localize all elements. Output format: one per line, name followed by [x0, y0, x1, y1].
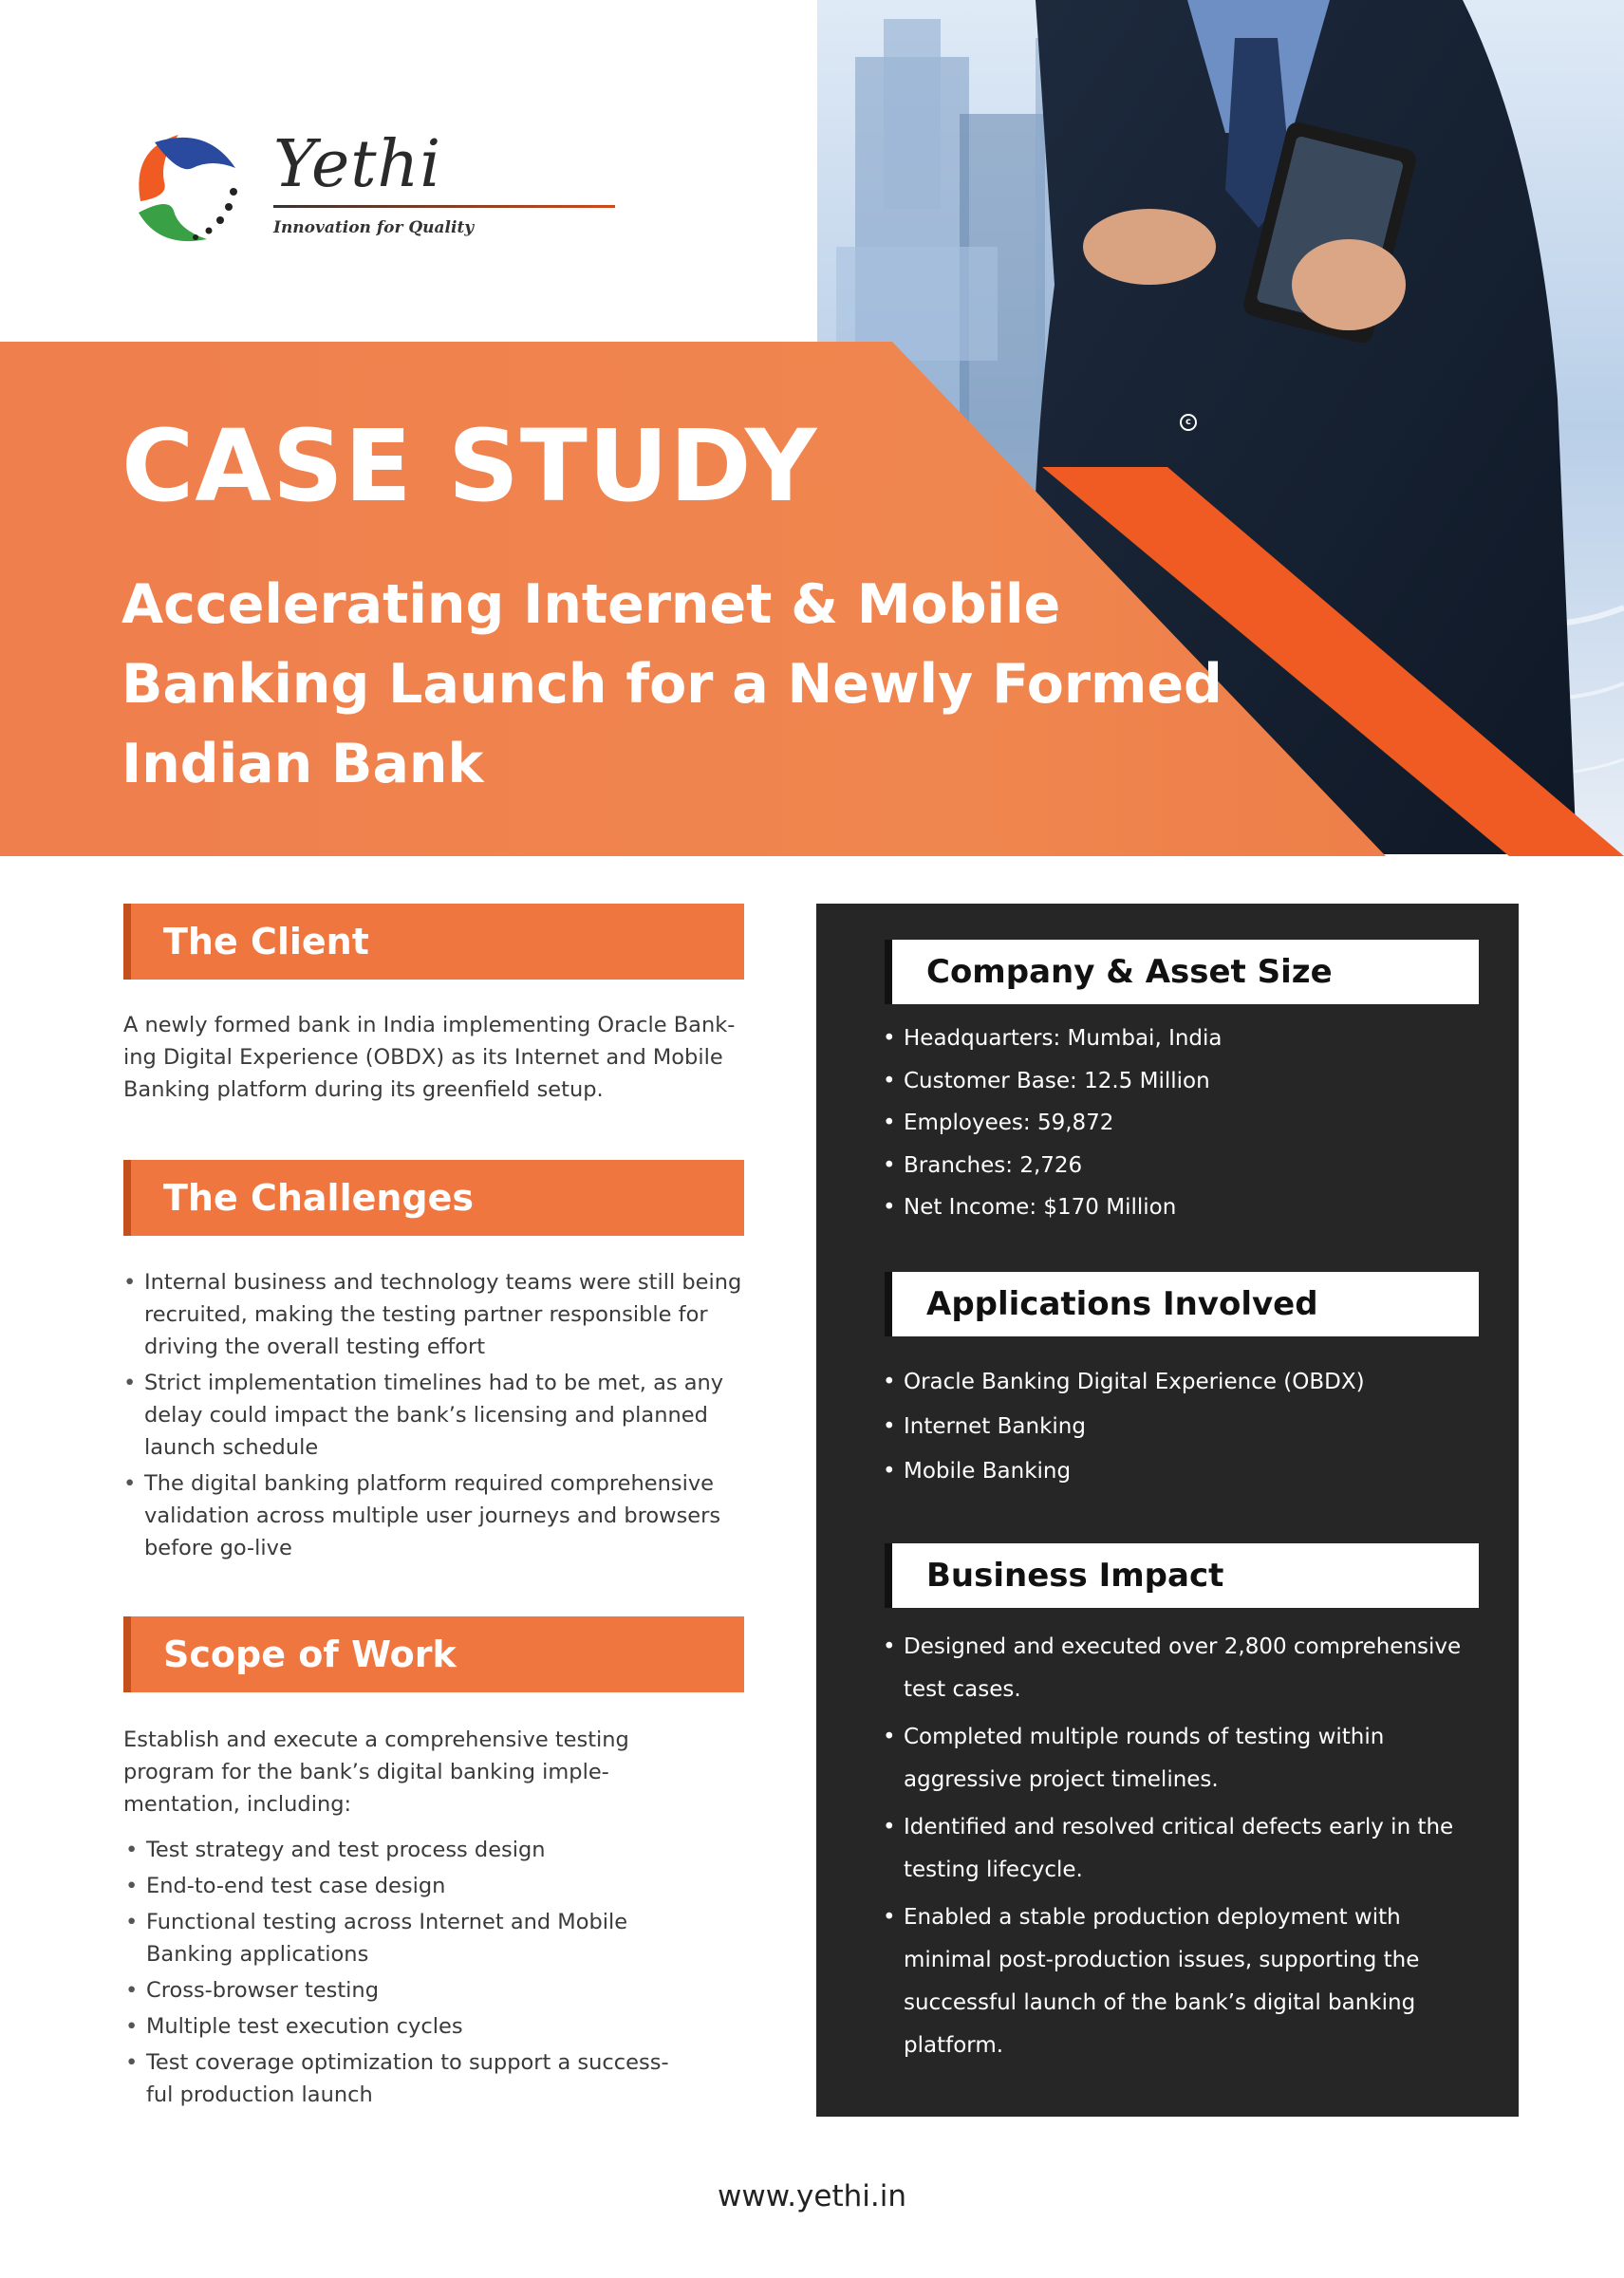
list-item-line: Banking applications [146, 1942, 369, 1967]
brand-name: Yethi [273, 127, 442, 202]
brand-underline [273, 205, 615, 208]
scope-section-header [123, 1616, 744, 1692]
footer-website-link[interactable]: www.yethi.in [717, 2179, 907, 2213]
brand-tagline: Innovation for Quality [273, 218, 475, 237]
list-item: • Mobile Banking [883, 1449, 1471, 1494]
applications-heading: Applications Involved [926, 1285, 1318, 1323]
list-item: • Employees: 59,872 [883, 1102, 1471, 1145]
list-item: • Internet Banking [883, 1405, 1471, 1449]
list-item [123, 1266, 750, 1363]
list-item: • Customer Base: 12.5 Million [883, 1060, 1471, 1103]
list-item [883, 1806, 1471, 1892]
list-item-line: platform. [904, 2033, 1004, 2058]
case-study-subtitle [121, 565, 1260, 804]
list-item [125, 1906, 742, 1970]
list-item-line: • Completed multiple rounds of testing within [904, 1725, 1385, 1749]
scope-intro-line: Establish and execute a comprehensive testing [123, 1727, 629, 1752]
list-item-line: • Multiple test execution cycles [146, 2014, 463, 2039]
applications-section-header [885, 1272, 1479, 1336]
list-item-line: delay could impact the bank’s licensing and planned [144, 1403, 708, 1428]
client-line: A newly formed bank in India implementing Oracle Bank- [123, 1013, 736, 1037]
list-item [125, 2010, 742, 2043]
list-item [883, 1716, 1471, 1802]
challenges-list [123, 1266, 750, 1568]
list-item-line: • The digital banking platform required comprehensive [144, 1471, 714, 1496]
client-description [123, 1009, 740, 1106]
list-item-line: • Internal business and technology teams were still being [144, 1270, 742, 1295]
list-item-line: • Test strategy and test process design [146, 1838, 546, 1862]
list-item-line: • Enabled a stable production deployment with [904, 1905, 1401, 1930]
list-item: • Headquarters: Mumbai, India [883, 1018, 1471, 1060]
list-item-line: aggressive project timelines. [904, 1767, 1219, 1792]
yethi-logo-icon [121, 125, 250, 253]
list-item [883, 1626, 1471, 1711]
company-section-header [885, 940, 1479, 1004]
list-item [123, 1367, 750, 1464]
client-line: ing Digital Experience (OBDX) as its Internet and Mobile [123, 1045, 723, 1070]
list-item [883, 1896, 1471, 2067]
list-item: • Branches: 2,726 [883, 1145, 1471, 1187]
case-study-title: CASE STUDY [121, 408, 818, 524]
list-item-line: driving the overall testing effort [144, 1335, 486, 1359]
list-item-line: launch schedule [144, 1435, 319, 1460]
list-item-line: • Identified and resolved critical defects early in the [904, 1815, 1454, 1839]
list-item [125, 2046, 742, 2111]
client-heading: The Client [163, 921, 369, 962]
applications-list [883, 1360, 1471, 1494]
list-item-line: • Designed and executed over 2,800 comprehensive [904, 1634, 1462, 1659]
subtitle-line: Accelerating Internet & Mobile [121, 573, 1061, 636]
list-item-line: • Cross-browser testing [146, 1978, 379, 2003]
subtitle-line: Banking Launch for a Newly Formed [121, 653, 1223, 716]
scope-intro-line: mentation, including: [123, 1792, 352, 1817]
list-item-line: before go-live [144, 1536, 292, 1560]
list-item-line: • Test coverage optimization to support a success- [146, 2050, 669, 2075]
subtitle-line: Indian Bank [121, 733, 484, 795]
list-item-line: • Strict implementation timelines had to be met, as any [144, 1371, 724, 1395]
list-item: • Oracle Banking Digital Experience (OBDX) [883, 1360, 1471, 1405]
copyright-icon: c [1180, 414, 1197, 431]
impact-section-header [885, 1543, 1479, 1608]
challenges-section-header [123, 1160, 744, 1236]
list-item-line: • Functional testing across Internet and Mobile [146, 1910, 628, 1934]
impact-list [883, 1626, 1471, 2072]
list-item-line: test cases. [904, 1677, 1021, 1702]
list-item [125, 1834, 742, 1866]
scope-list [125, 1834, 742, 2111]
list-item [125, 1974, 742, 2007]
company-facts-list [883, 1018, 1471, 1229]
challenges-heading: The Challenges [163, 1177, 475, 1219]
list-item-line: recruited, making the testing partner responsible for [144, 1302, 708, 1327]
scope-intro [123, 1724, 740, 1821]
company-heading: Company & Asset Size [926, 953, 1333, 991]
list-item [123, 1467, 750, 1564]
client-line: Banking platform during its greenfield setup. [123, 1077, 604, 1102]
scope-intro-line: program for the bank’s digital banking imple- [123, 1760, 609, 1784]
list-item-line: validation across multiple user journeys and browsers [144, 1503, 721, 1528]
list-item [125, 1870, 742, 1902]
list-item-line: ful production launch [146, 2082, 373, 2107]
impact-heading: Business Impact [926, 1557, 1224, 1595]
list-item: • Net Income: $170 Million [883, 1186, 1471, 1229]
scope-heading: Scope of Work [163, 1634, 457, 1675]
yethi-logo [121, 123, 520, 266]
list-item-line: minimal post-production issues, supporting the [904, 1948, 1420, 1972]
client-section-header [123, 904, 744, 980]
list-item-line: successful launch of the bank’s digital banking [904, 1990, 1416, 2015]
list-item-line: testing lifecycle. [904, 1858, 1083, 1882]
list-item-line: • End-to-end test case design [146, 1874, 446, 1898]
